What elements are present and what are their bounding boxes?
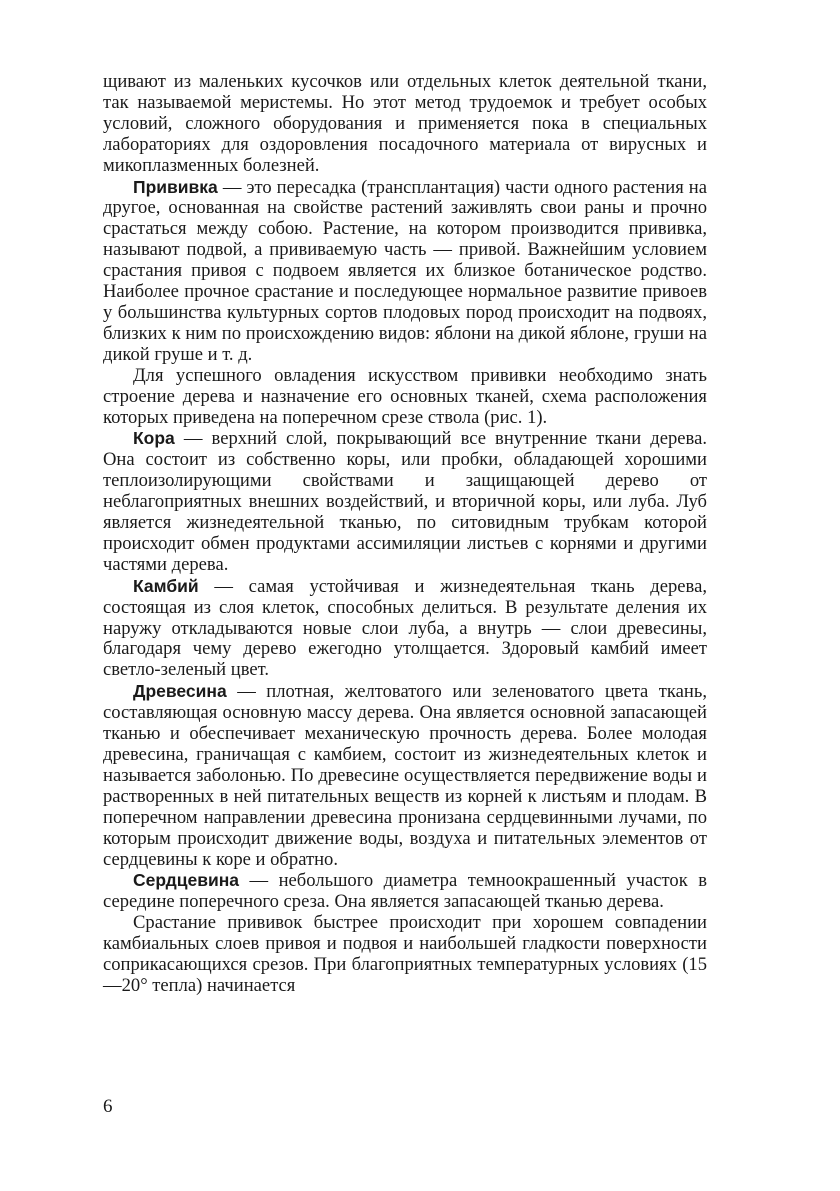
page-text	[103, 72, 707, 997]
paragraph-text: — небольшого диаметра темноокрашенный участок в середине поперечного среза. Она является запасающей тканью дерева.	[103, 870, 707, 913]
paragraph-meristem	[103, 72, 707, 177]
paragraph-cambium	[103, 576, 707, 682]
paragraph-text: — верхний слой, покрывающий все внутренние ткани дерева. Она состоит из собственно коры, или пробки, обладающей хорошими теплоизолирующими свойствами и защищающей дерево от неблагоприятных внешних воздействий, и вторичной коры, или луба. Луб является жизнедеятельной тканью, по ситовидным трубкам которой происходит обмен продуктами ассимиляции листьев с корнями и другими частями дерева.	[103, 428, 707, 575]
paragraph-wood	[103, 681, 707, 870]
term-cambium: Камбий	[133, 575, 199, 596]
paragraph-text: — плотная, желтоватого или зеленоватого цвета ткань, составляющая основную массу дерева. Она является основной запасающей тканью и обеспечивает механическую прочность дерева. Более молодая древесина, граничащая с камбием, состоит из жизнедеятельных клеток и называется заболонью. По древесине осуществляется передвижение воды и растворенных в ней питательных веществ из корней к листьям и плодам. В поперечном направлении древесина пронизана сердцевинными лучами, по которым происходит движение воды, воздуха и питательных элементов от сердцевины к коре и обратно.	[103, 681, 707, 870]
paragraph-text: — это пересадка (трансплантация) части одного растения на другое, основанная на свойстве растений заживлять свои раны и прочно срастаться между собою. Растение, на котором производится прививка, называют подвой, а прививаемую часть — привой. Важнейшим условием срастания привоя с подвоем является их близкое ботаническое родство. Наиболее прочное срастание и последующее нормальное развитие привоев у большинства культурных сортов плодовых пород происходит на подвоях, близких к ним по происхождению видов: яблони на дикой яблоне, груши на дикой груше и т. д.	[103, 176, 707, 365]
paragraph-grafting	[103, 177, 707, 366]
page-number: 6	[103, 1096, 113, 1117]
paragraph-text: — самая устойчивая и жизнедеятельная ткань дерева, состоящая из слоя клеток, способных делиться. В результате деления их наружу откладываются новые слои луба, а внутрь — слои древесины, благодаря чему дерево ежегодно утолщается. Здоровый камбий имеет светло-зеленый цвет.	[103, 575, 707, 681]
term-bark: Кора	[133, 428, 175, 449]
paragraph-text: Для успешного овладения искусством прививки необходимо знать строение дерева и назначение его основных тканей, схема расположения которых приведена на поперечном срезе ствола (рис. 1).	[103, 364, 707, 428]
term-wood: Древесина	[133, 681, 227, 702]
term-grafting: Прививка	[133, 176, 218, 197]
paragraph-text: Срастание прививок быстрее происходит при хорошем совпадении камбиальных слоев привоя и подвоя и наибольшей гладкости поверхности соприкасающихся срезов. При благоприятных температурных условиях (15—20° тепла) начинается	[103, 912, 707, 996]
paragraph-bark	[103, 428, 707, 575]
paragraph-pith	[103, 870, 707, 913]
term-pith: Сердцевина	[133, 870, 240, 891]
paragraph-graft-union	[103, 913, 707, 997]
paragraph-tree-structure	[103, 366, 707, 429]
paragraph-text: щивают из маленьких кусочков или отдельных клеток деятельной ткани, так называемой меристемы. Но этот метод трудоемок и требует особых условий, сложного оборудования и применяется пока в специальных лабораториях для оздоровления посадочного материала от вирусных и микоплазменных болезней.	[103, 71, 707, 176]
